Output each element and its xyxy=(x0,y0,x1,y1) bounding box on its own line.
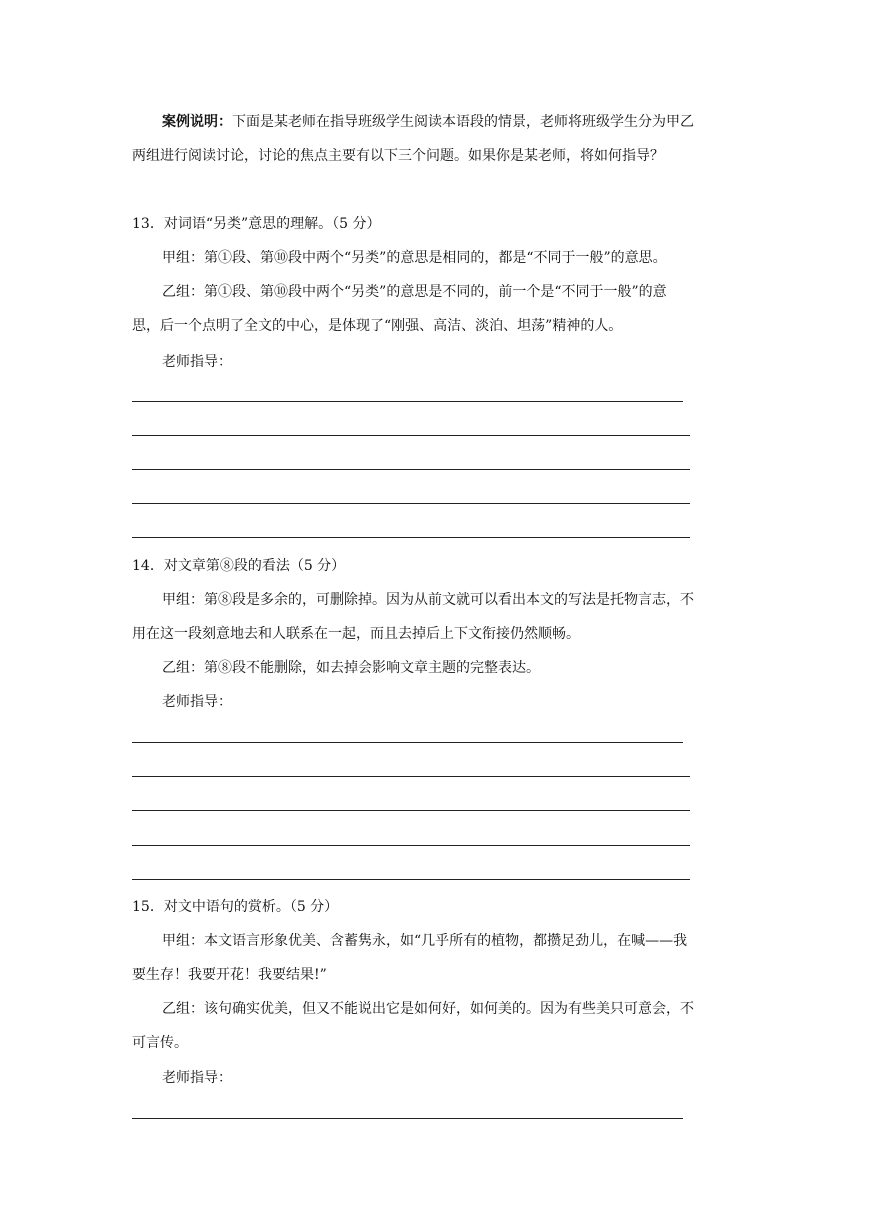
q15-group-b-line-1: 乙组：该句确实优美，但又不能说出它是如何好，如何美的。因为有些美只可意会，不 xyxy=(162,1001,694,1017)
q15-title: 15．对文中语句的赏析。（5 分） xyxy=(132,899,339,915)
q15-answer-line-1[interactable] xyxy=(132,1118,683,1119)
q13-group-b-line-2: 思，后一个点明了全文的中心，是体现了“刚强、高洁、淡泊、坦荡”精神的人。 xyxy=(132,318,623,334)
q14-group-a-line-2: 用在这一段刻意地去和人联系在一起，而且去掉后上下文衔接仍然顺畅。 xyxy=(132,626,580,642)
q14-answer-line-2[interactable] xyxy=(132,776,690,777)
intro-line-2: 两组进行阅读讨论，讨论的焦点主要有以下三个问题。如果你是某老师，将如何指导？ xyxy=(132,148,664,164)
q13-answer-line-3[interactable] xyxy=(132,469,690,470)
q15-teacher-label: 老师指导： xyxy=(162,1070,232,1086)
q13-title: 13．对词语“另类”意思的理解。（5 分） xyxy=(132,216,381,232)
q13-answer-line-4[interactable] xyxy=(132,503,690,504)
q13-group-b-line-1: 乙组：第①段、第⑩段中两个“另类”的意思是不同的，前一个是“不同于一般”的意 xyxy=(162,284,667,300)
q14-answer-line-3[interactable] xyxy=(132,810,690,811)
q14-answer-line-5[interactable] xyxy=(132,879,690,880)
q15-group-a-line-1: 甲组：本文语言形象优美、含蓄隽永，如“几乎所有的植物，都攒足劲儿，在喊——我 xyxy=(162,933,688,949)
q13-answer-line-2[interactable] xyxy=(132,435,690,436)
intro-text-1: 下面是某老师在指导班级学生阅读本语段的情景，老师将班级学生分为甲乙 xyxy=(232,114,694,130)
q15-group-a-line-2: 要生存！我要开花！我要结果!” xyxy=(132,967,327,983)
q13-answer-line-1[interactable] xyxy=(132,401,683,402)
q14-answer-line-4[interactable] xyxy=(132,845,690,846)
q14-group-a-line-1: 甲组：第⑧段是多余的，可删除掉。因为从前文就可以看出本文的写法是托物言志，不 xyxy=(162,592,694,608)
q13-teacher-label: 老师指导： xyxy=(162,354,232,370)
q15-group-b-line-2: 可言传。 xyxy=(132,1035,188,1051)
q14-title: 14．对文章第⑧段的看法（5 分） xyxy=(132,558,346,574)
q13-answer-line-5[interactable] xyxy=(132,537,690,538)
intro-label: 案例说明： xyxy=(162,114,232,130)
q14-answer-line-1[interactable] xyxy=(132,742,683,743)
intro-line-1 xyxy=(162,112,694,132)
q13-group-a: 甲组：第①段、第⑩段中两个“另类”的意思是相同的，都是“不同于一般”的意思。 xyxy=(162,250,667,266)
q14-teacher-label: 老师指导： xyxy=(162,694,232,710)
q14-group-b: 乙组：第⑧段不能删除，如去掉会影响文章主题的完整表达。 xyxy=(162,660,540,676)
